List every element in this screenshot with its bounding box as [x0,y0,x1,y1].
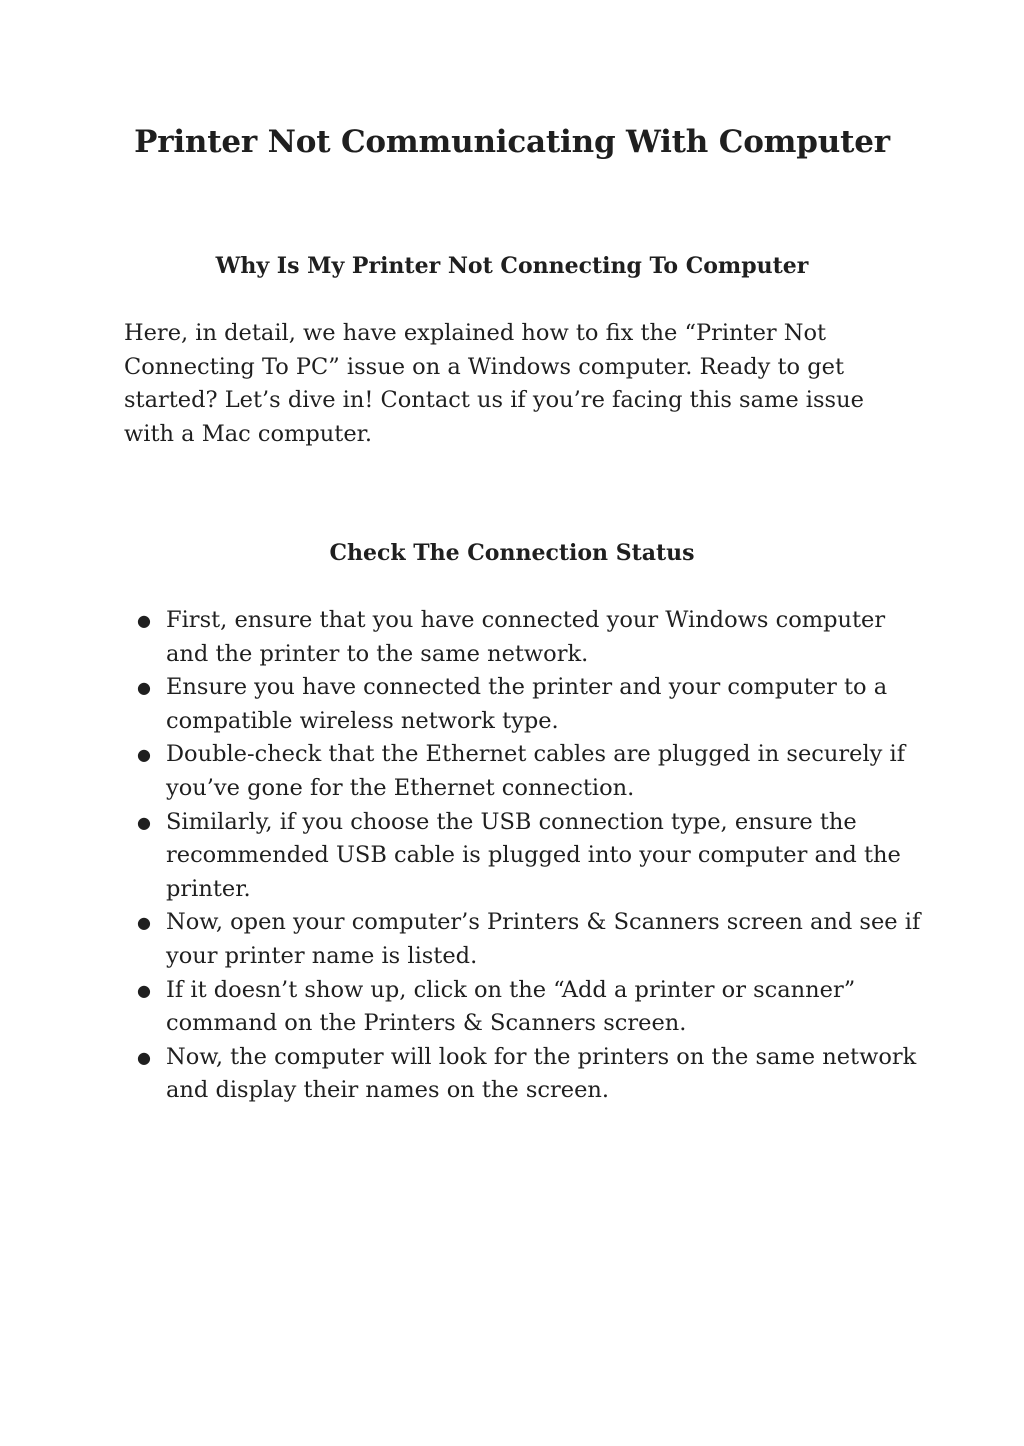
list-item-text: Now, open your computer’s Printers & Scanners screen and see if your printer name is listed. [166,909,921,969]
list-item-text: Similarly, if you choose the USB connection type, ensure the recommended USB cable is plugged into your computer and the printer. [166,808,901,902]
section-heading-connection-status: Check The Connection Status [329,540,695,566]
bullet-icon: ● [137,980,151,1000]
list-item [124,738,924,805]
list-item [124,806,924,907]
section-heading-why: Why Is My Printer Not Connecting To Computer [215,253,809,279]
bullet-icon: ● [137,812,151,832]
list-item [124,671,924,738]
document-title: Printer Not Communicating With Computer [134,124,890,160]
list-item-text: Double-check that the Ethernet cables are plugged in securely if you’ve gone for the Ethernet connection. [166,741,906,801]
bullet-icon: ● [137,745,151,765]
list-item [124,906,924,973]
bullet-icon: ● [137,913,151,933]
list-item-text: Now, the computer will look for the printers on the same network and display their names on the screen. [166,1043,917,1104]
list-item-text: First, ensure that you have connected your Windows computer and the printer to the same network. [166,607,886,667]
list-item-text: Ensure you have connected the printer and your computer to a compatible wireless network type. [166,674,888,734]
connection-steps-list [124,604,924,1108]
intro-paragraph: Here, in detail, we have explained how to fix the “Printer Not Connecting To PC” issue on a Windows computer. Ready to get started? Let’s dive in! Contact us if you’re facing this same issue with a Mac computer. [124,320,864,447]
bullet-icon: ● [137,611,151,630]
list-item-text: If it doesn’t show up, click on the “Add a printer or scanner” command on the Printers & Scanners screen. [166,976,856,1037]
bullet-icon: ● [137,1047,151,1067]
list-item [124,604,924,671]
bullet-icon: ● [137,678,151,698]
list-item [124,1041,924,1108]
list-item [124,974,924,1041]
